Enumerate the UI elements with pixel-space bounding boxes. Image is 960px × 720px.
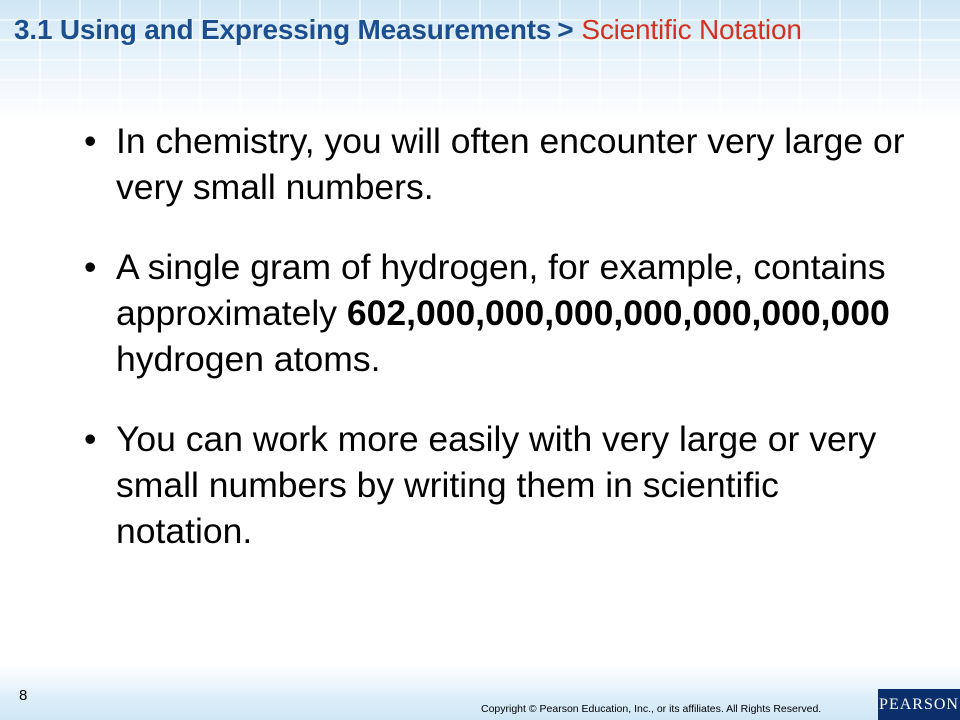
large-number: 602,000,000,000,000,000,000,000 [346,293,890,333]
bullet-marker: • [84,419,97,459]
breadcrumb [14,14,802,46]
bullet-item [84,118,924,210]
bullet-marker: • [84,247,97,287]
bullet-marker: • [84,121,97,161]
slide-content [84,118,924,588]
breadcrumb-section: 3.1 Using and Expressing Measurements [14,14,552,45]
bullet-text-after: hydrogen atoms. [116,339,381,379]
bullet-text-before: A single gram of hydrogen, for example, contains approximately [116,247,886,333]
bullet-item [84,244,924,382]
bullet-text: In chemistry, you will often encounter very large or very small numbers. [116,121,905,207]
bullet-item [84,416,924,554]
breadcrumb-topic: Scientific Notation [581,14,802,45]
pearson-logo: PEARSON [878,689,960,720]
page-number: 8 [19,687,28,704]
copyright-notice: Copyright © Pearson Education, Inc., or its affiliates. All Rights Reserved. [481,703,822,715]
bullet-text [116,247,890,379]
breadcrumb-separator: > [557,14,574,45]
bullet-text: You can work more easily with very large or very small numbers by writing them in scientific notation. [116,419,877,551]
